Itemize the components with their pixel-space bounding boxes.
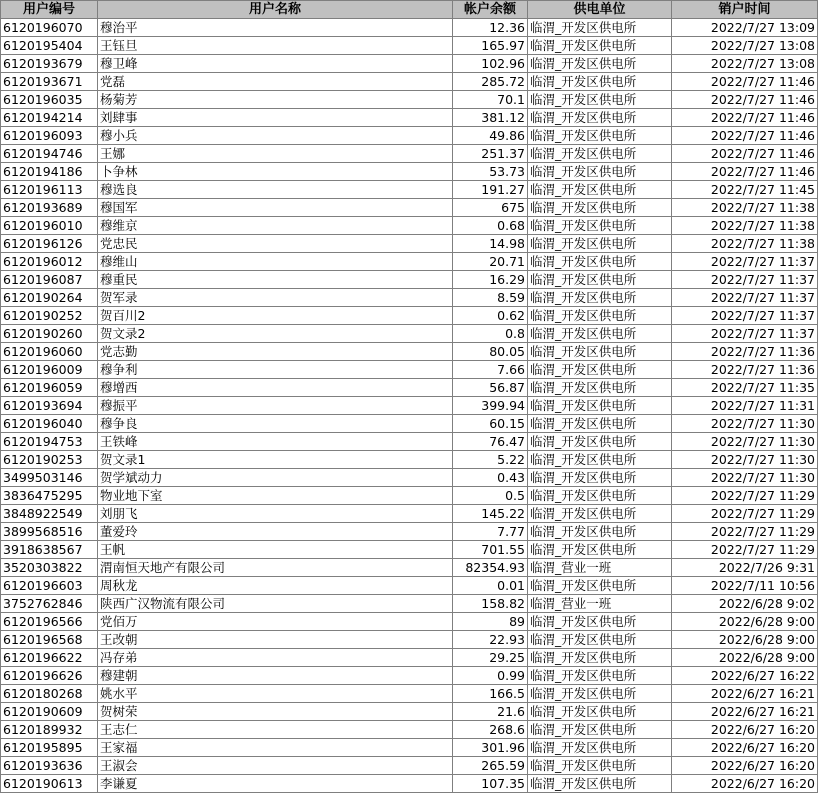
balance-cell[interactable]: 145.22	[453, 505, 528, 523]
table-row	[1, 379, 818, 397]
balance-cell[interactable]: 89	[453, 613, 528, 631]
balance-cell[interactable]: 0.62	[453, 307, 528, 325]
user-id-cell[interactable]: 6120196113	[1, 181, 98, 199]
user-id-cell[interactable]: 6120196010	[1, 217, 98, 235]
table-row	[1, 757, 818, 775]
table-row	[1, 631, 818, 649]
supply-unit-cell[interactable]: 临渭_开发区供电所	[528, 685, 672, 703]
balance-cell[interactable]: 8.59	[453, 289, 528, 307]
table-row	[1, 217, 818, 235]
table-row	[1, 469, 818, 487]
closure-time-cell[interactable]: 2022/7/27 11:30	[672, 469, 818, 487]
user-id-cell[interactable]: 6120196040	[1, 415, 98, 433]
table-row	[1, 289, 818, 307]
closure-time-cell[interactable]: 2022/7/27 11:29	[672, 505, 818, 523]
closure-time-cell[interactable]: 2022/6/27 16:20	[672, 775, 818, 793]
closure-time-cell[interactable]: 2022/7/27 13:08	[672, 55, 818, 73]
user-name-cell[interactable]: 卜争林	[98, 163, 453, 181]
balance-cell[interactable]: 0.99	[453, 667, 528, 685]
balance-cell[interactable]: 0.01	[453, 577, 528, 595]
user-name-cell[interactable]: 王志仁	[98, 721, 453, 739]
supply-unit-cell[interactable]: 临渭_开发区供电所	[528, 649, 672, 667]
user-name-cell[interactable]: 贺百川2	[98, 307, 453, 325]
user-name-cell[interactable]: 穆振平	[98, 397, 453, 415]
user-name-cell[interactable]: 李谦夏	[98, 775, 453, 793]
closure-time-cell[interactable]: 2022/6/27 16:20	[672, 757, 818, 775]
user-id-cell[interactable]: 6120196626	[1, 667, 98, 685]
table-row	[1, 703, 818, 721]
user-name-cell[interactable]: 穆选良	[98, 181, 453, 199]
balance-cell[interactable]: 0.5	[453, 487, 528, 505]
user-name-cell[interactable]: 王娜	[98, 145, 453, 163]
supply-unit-cell[interactable]: 临渭_开发区供电所	[528, 469, 672, 487]
supply-unit-cell[interactable]: 临渭_开发区供电所	[528, 271, 672, 289]
header-row	[1, 1, 818, 19]
user-id-cell[interactable]: 6120196087	[1, 271, 98, 289]
user-name-cell[interactable]: 穆建朝	[98, 667, 453, 685]
table-row	[1, 487, 818, 505]
user-id-cell[interactable]: 6120196568	[1, 631, 98, 649]
balance-cell[interactable]: 56.87	[453, 379, 528, 397]
table-row	[1, 145, 818, 163]
user-name-cell[interactable]: 贺学斌动力	[98, 469, 453, 487]
user-id-cell[interactable]: 6120194186	[1, 163, 98, 181]
table-row	[1, 595, 818, 613]
user-id-cell[interactable]: 6120194753	[1, 433, 98, 451]
table-row	[1, 271, 818, 289]
supply-unit-cell[interactable]: 临渭_开发区供电所	[528, 433, 672, 451]
closure-time-cell[interactable]: 2022/6/27 16:21	[672, 703, 818, 721]
table-row	[1, 739, 818, 757]
user-id-cell[interactable]: 3848922549	[1, 505, 98, 523]
balance-cell[interactable]: 20.71	[453, 253, 528, 271]
balance-cell[interactable]: 0.68	[453, 217, 528, 235]
user-name-cell[interactable]: 穆重民	[98, 271, 453, 289]
supply-unit-cell[interactable]: 临渭_开发区供电所	[528, 451, 672, 469]
supply-unit-cell[interactable]: 临渭_开发区供电所	[528, 163, 672, 181]
user-id-cell[interactable]: 6120190264	[1, 289, 98, 307]
closure-time-cell[interactable]: 2022/6/27 16:20	[672, 739, 818, 757]
table-row	[1, 73, 818, 91]
user-id-cell[interactable]: 6120194214	[1, 109, 98, 127]
user-name-cell[interactable]: 穆治平	[98, 19, 453, 37]
user-id-cell[interactable]: 6120196126	[1, 235, 98, 253]
closure-time-cell[interactable]: 2022/7/27 11:36	[672, 361, 818, 379]
balance-cell[interactable]: 399.94	[453, 397, 528, 415]
table-row	[1, 19, 818, 37]
user-id-cell[interactable]: 6120196622	[1, 649, 98, 667]
supply-unit-cell[interactable]: 临渭_开发区供电所	[528, 325, 672, 343]
closure-time-cell[interactable]: 2022/7/27 11:37	[672, 325, 818, 343]
user-name-cell[interactable]: 王淑会	[98, 757, 453, 775]
table-row	[1, 577, 818, 595]
table-row	[1, 775, 818, 793]
balance-cell[interactable]: 675	[453, 199, 528, 217]
user-id-cell[interactable]: 6120193636	[1, 757, 98, 775]
user-name-cell[interactable]: 王帆	[98, 541, 453, 559]
closure-time-cell[interactable]: 2022/7/27 11:36	[672, 343, 818, 361]
table-row	[1, 343, 818, 361]
balance-cell[interactable]: 12.36	[453, 19, 528, 37]
header-supply-unit[interactable]: 供电单位	[528, 1, 672, 19]
supply-unit-cell[interactable]: 临渭_营业一班	[528, 595, 672, 613]
supply-unit-cell[interactable]: 临渭_开发区供电所	[528, 631, 672, 649]
closure-time-cell[interactable]: 2022/6/28 9:00	[672, 613, 818, 631]
supply-unit-cell[interactable]: 临渭_开发区供电所	[528, 397, 672, 415]
user-name-cell[interactable]: 董爱玲	[98, 523, 453, 541]
supply-unit-cell[interactable]: 临渭_开发区供电所	[528, 487, 672, 505]
supply-unit-cell[interactable]: 临渭_开发区供电所	[528, 361, 672, 379]
balance-cell[interactable]: 82354.93	[453, 559, 528, 577]
balance-cell[interactable]: 29.25	[453, 649, 528, 667]
user-name-cell[interactable]: 王钰旦	[98, 37, 453, 55]
supply-unit-cell[interactable]: 临渭_开发区供电所	[528, 19, 672, 37]
balance-cell[interactable]: 0.8	[453, 325, 528, 343]
header-closure-time[interactable]: 销户时间	[672, 1, 818, 19]
user-id-cell[interactable]: 6120180268	[1, 685, 98, 703]
user-id-cell[interactable]: 6120196009	[1, 361, 98, 379]
table-row	[1, 55, 818, 73]
user-id-cell[interactable]: 6120196093	[1, 127, 98, 145]
table-row	[1, 91, 818, 109]
supply-unit-cell[interactable]: 临渭_开发区供电所	[528, 379, 672, 397]
balance-cell[interactable]: 70.1	[453, 91, 528, 109]
table-row	[1, 685, 818, 703]
balance-cell[interactable]: 60.15	[453, 415, 528, 433]
closure-time-cell[interactable]: 2022/7/27 11:37	[672, 253, 818, 271]
balance-cell[interactable]: 268.6	[453, 721, 528, 739]
user-name-cell[interactable]: 贺文录1	[98, 451, 453, 469]
supply-unit-cell[interactable]: 临渭_开发区供电所	[528, 721, 672, 739]
table-row	[1, 505, 818, 523]
closure-time-cell[interactable]: 2022/7/27 11:30	[672, 433, 818, 451]
supply-unit-cell[interactable]: 临渭_开发区供电所	[528, 307, 672, 325]
balance-cell[interactable]: 381.12	[453, 109, 528, 127]
closure-time-cell[interactable]: 2022/7/27 11:46	[672, 91, 818, 109]
closure-time-cell[interactable]: 2022/7/27 13:08	[672, 37, 818, 55]
table-row	[1, 649, 818, 667]
user-name-cell[interactable]: 王家福	[98, 739, 453, 757]
user-id-cell[interactable]: 6120190609	[1, 703, 98, 721]
balance-cell[interactable]: 166.5	[453, 685, 528, 703]
closure-time-cell[interactable]: 2022/7/27 11:46	[672, 109, 818, 127]
balance-cell[interactable]: 7.66	[453, 361, 528, 379]
user-name-cell[interactable]: 贺树荣	[98, 703, 453, 721]
user-name-cell[interactable]: 穆国军	[98, 199, 453, 217]
user-id-cell[interactable]: 6120196059	[1, 379, 98, 397]
user-id-cell[interactable]: 6120196603	[1, 577, 98, 595]
user-id-cell[interactable]: 6120196070	[1, 19, 98, 37]
supply-unit-cell[interactable]: 临渭_开发区供电所	[528, 415, 672, 433]
table-row	[1, 37, 818, 55]
user-name-cell[interactable]: 王铁峰	[98, 433, 453, 451]
closure-time-cell[interactable]: 2022/6/28 9:00	[672, 649, 818, 667]
balance-cell[interactable]: 5.22	[453, 451, 528, 469]
header-balance[interactable]: 帐户余额	[453, 1, 528, 19]
table-row	[1, 361, 818, 379]
closure-time-cell[interactable]: 2022/6/28 9:02	[672, 595, 818, 613]
supply-unit-cell[interactable]: 临渭_开发区供电所	[528, 217, 672, 235]
header-user-id[interactable]: 用户编号	[1, 1, 98, 19]
supply-unit-cell[interactable]: 临渭_开发区供电所	[528, 37, 672, 55]
user-name-cell[interactable]: 党佰万	[98, 613, 453, 631]
balance-cell[interactable]: 265.59	[453, 757, 528, 775]
closure-time-cell[interactable]: 2022/7/27 11:38	[672, 199, 818, 217]
closure-time-cell[interactable]: 2022/7/27 11:30	[672, 451, 818, 469]
balance-cell[interactable]: 80.05	[453, 343, 528, 361]
user-name-cell[interactable]: 周秋龙	[98, 577, 453, 595]
table-row	[1, 451, 818, 469]
supply-unit-cell[interactable]: 临渭_开发区供电所	[528, 109, 672, 127]
user-id-cell[interactable]: 6120193689	[1, 199, 98, 217]
supply-unit-cell[interactable]: 临渭_开发区供电所	[528, 181, 672, 199]
user-id-cell[interactable]: 3752762846	[1, 595, 98, 613]
supply-unit-cell[interactable]: 临渭_开发区供电所	[528, 577, 672, 595]
table-row	[1, 127, 818, 145]
closure-time-cell[interactable]: 2022/7/27 11:37	[672, 271, 818, 289]
user-id-cell[interactable]: 6120190260	[1, 325, 98, 343]
closure-time-cell[interactable]: 2022/7/26 9:31	[672, 559, 818, 577]
closure-time-cell[interactable]: 2022/7/27 11:37	[672, 307, 818, 325]
user-name-cell[interactable]: 党志勤	[98, 343, 453, 361]
supply-unit-cell[interactable]: 临渭_开发区供电所	[528, 613, 672, 631]
user-id-cell[interactable]: 6120196012	[1, 253, 98, 271]
user-id-cell[interactable]: 3918638567	[1, 541, 98, 559]
table-row	[1, 181, 818, 199]
user-name-cell[interactable]: 穆争良	[98, 415, 453, 433]
user-name-cell[interactable]: 刘朋飞	[98, 505, 453, 523]
supply-unit-cell[interactable]: 临渭_开发区供电所	[528, 145, 672, 163]
balance-cell[interactable]: 22.93	[453, 631, 528, 649]
closure-time-cell[interactable]: 2022/6/27 16:20	[672, 721, 818, 739]
user-name-cell[interactable]: 刘肆事	[98, 109, 453, 127]
closure-time-cell[interactable]: 2022/7/27 11:31	[672, 397, 818, 415]
user-id-cell[interactable]: 6120190252	[1, 307, 98, 325]
table-row	[1, 613, 818, 631]
supply-unit-cell[interactable]: 临渭_开发区供电所	[528, 523, 672, 541]
user-name-cell[interactable]: 贺军录	[98, 289, 453, 307]
user-name-cell[interactable]: 党忠民	[98, 235, 453, 253]
table-row	[1, 325, 818, 343]
closure-time-cell[interactable]: 2022/7/27 11:46	[672, 127, 818, 145]
table-row	[1, 523, 818, 541]
header-user-name[interactable]: 用户名称	[98, 1, 453, 19]
user-id-cell[interactable]: 6120196060	[1, 343, 98, 361]
user-name-cell[interactable]: 贺文录2	[98, 325, 453, 343]
user-id-cell[interactable]: 6120190613	[1, 775, 98, 793]
closure-time-cell[interactable]: 2022/7/27 11:37	[672, 289, 818, 307]
supply-unit-cell[interactable]: 临渭_开发区供电所	[528, 127, 672, 145]
user-name-cell[interactable]: 物业地下室	[98, 487, 453, 505]
balance-cell[interactable]: 301.96	[453, 739, 528, 757]
balance-cell[interactable]: 7.77	[453, 523, 528, 541]
table-row	[1, 415, 818, 433]
user-id-cell[interactable]: 6120193671	[1, 73, 98, 91]
table-row	[1, 721, 818, 739]
user-id-cell[interactable]: 3520303822	[1, 559, 98, 577]
supply-unit-cell[interactable]: 临渭_开发区供电所	[528, 235, 672, 253]
balance-cell[interactable]: 251.37	[453, 145, 528, 163]
table-row	[1, 163, 818, 181]
user-id-cell[interactable]: 6120193679	[1, 55, 98, 73]
supply-unit-cell[interactable]: 临渭_开发区供电所	[528, 505, 672, 523]
user-name-cell[interactable]: 姚水平	[98, 685, 453, 703]
supply-unit-cell[interactable]: 临渭_开发区供电所	[528, 541, 672, 559]
table-row	[1, 559, 818, 577]
user-name-cell[interactable]: 冯存弟	[98, 649, 453, 667]
user-id-cell[interactable]: 6120195404	[1, 37, 98, 55]
balance-cell[interactable]: 49.86	[453, 127, 528, 145]
supply-unit-cell[interactable]: 临渭_开发区供电所	[528, 757, 672, 775]
user-name-cell[interactable]: 杨菊芳	[98, 91, 453, 109]
user-name-cell[interactable]: 穆卫峰	[98, 55, 453, 73]
closure-time-cell[interactable]: 2022/7/27 11:29	[672, 541, 818, 559]
supply-unit-cell[interactable]: 临渭_开发区供电所	[528, 667, 672, 685]
user-id-cell[interactable]: 3899568516	[1, 523, 98, 541]
closure-time-cell[interactable]: 2022/7/27 11:29	[672, 523, 818, 541]
table-row	[1, 307, 818, 325]
user-name-cell[interactable]: 穆维京	[98, 217, 453, 235]
balance-cell[interactable]: 16.29	[453, 271, 528, 289]
closure-time-cell[interactable]: 2022/7/27 11:38	[672, 217, 818, 235]
balance-cell[interactable]: 191.27	[453, 181, 528, 199]
balance-cell[interactable]: 21.6	[453, 703, 528, 721]
balance-cell[interactable]: 158.82	[453, 595, 528, 613]
balance-cell[interactable]: 14.98	[453, 235, 528, 253]
closure-time-cell[interactable]: 2022/7/27 11:46	[672, 163, 818, 181]
user-id-cell[interactable]: 6120195895	[1, 739, 98, 757]
balance-cell[interactable]: 76.47	[453, 433, 528, 451]
user-id-cell[interactable]: 3836475295	[1, 487, 98, 505]
table-row	[1, 541, 818, 559]
user-name-cell[interactable]: 渭南恒天地产有限公司	[98, 559, 453, 577]
supply-unit-cell[interactable]: 临渭_开发区供电所	[528, 703, 672, 721]
user-name-cell[interactable]: 穆小兵	[98, 127, 453, 145]
user-name-cell[interactable]: 陕西广汉物流有限公司	[98, 595, 453, 613]
supply-unit-cell[interactable]: 临渭_开发区供电所	[528, 289, 672, 307]
user-id-cell[interactable]: 3499503146	[1, 469, 98, 487]
table-row	[1, 199, 818, 217]
balance-cell[interactable]: 102.96	[453, 55, 528, 73]
balance-cell[interactable]: 53.73	[453, 163, 528, 181]
closure-time-cell[interactable]: 2022/7/27 11:46	[672, 73, 818, 91]
table-row	[1, 253, 818, 271]
table-row	[1, 397, 818, 415]
supply-unit-cell[interactable]: 临渭_开发区供电所	[528, 775, 672, 793]
balance-cell[interactable]: 285.72	[453, 73, 528, 91]
supply-unit-cell[interactable]: 临渭_开发区供电所	[528, 91, 672, 109]
table-row	[1, 109, 818, 127]
user-id-cell[interactable]: 6120190253	[1, 451, 98, 469]
table-row	[1, 433, 818, 451]
user-id-cell[interactable]: 6120196035	[1, 91, 98, 109]
supply-unit-cell[interactable]: 临渭_开发区供电所	[528, 55, 672, 73]
closure-time-cell[interactable]: 2022/7/27 11:38	[672, 235, 818, 253]
closure-time-cell[interactable]: 2022/7/27 11:30	[672, 415, 818, 433]
user-name-cell[interactable]: 党磊	[98, 73, 453, 91]
user-id-cell[interactable]: 6120193694	[1, 397, 98, 415]
closure-time-cell[interactable]: 2022/6/27 16:21	[672, 685, 818, 703]
closure-time-cell[interactable]: 2022/7/27 13:09	[672, 19, 818, 37]
balance-cell[interactable]: 0.43	[453, 469, 528, 487]
table-row	[1, 667, 818, 685]
closure-time-cell[interactable]: 2022/7/27 11:29	[672, 487, 818, 505]
supply-unit-cell[interactable]: 临渭_开发区供电所	[528, 199, 672, 217]
balance-cell[interactable]: 107.35	[453, 775, 528, 793]
closure-time-cell[interactable]: 2022/7/11 10:56	[672, 577, 818, 595]
supply-unit-cell[interactable]: 临渭_开发区供电所	[528, 253, 672, 271]
balance-cell[interactable]: 701.55	[453, 541, 528, 559]
supply-unit-cell[interactable]: 临渭_营业一班	[528, 559, 672, 577]
table-row	[1, 235, 818, 253]
supply-unit-cell[interactable]: 临渭_开发区供电所	[528, 739, 672, 757]
user-name-cell[interactable]: 穆增西	[98, 379, 453, 397]
closure-time-cell[interactable]: 2022/7/27 11:45	[672, 181, 818, 199]
user-name-cell[interactable]: 穆维山	[98, 253, 453, 271]
supply-unit-cell[interactable]: 临渭_开发区供电所	[528, 73, 672, 91]
user-name-cell[interactable]: 王改朝	[98, 631, 453, 649]
closure-time-cell[interactable]: 2022/6/27 16:22	[672, 667, 818, 685]
user-id-cell[interactable]: 6120196566	[1, 613, 98, 631]
user-id-cell[interactable]: 6120194746	[1, 145, 98, 163]
table-body	[1, 19, 818, 793]
user-name-cell[interactable]: 穆争利	[98, 361, 453, 379]
closure-time-cell[interactable]: 2022/7/27 11:46	[672, 145, 818, 163]
balance-cell[interactable]: 165.97	[453, 37, 528, 55]
supply-unit-cell[interactable]: 临渭_开发区供电所	[528, 343, 672, 361]
user-id-cell[interactable]: 6120189932	[1, 721, 98, 739]
closure-time-cell[interactable]: 2022/7/27 11:35	[672, 379, 818, 397]
closure-time-cell[interactable]: 2022/6/28 9:00	[672, 631, 818, 649]
